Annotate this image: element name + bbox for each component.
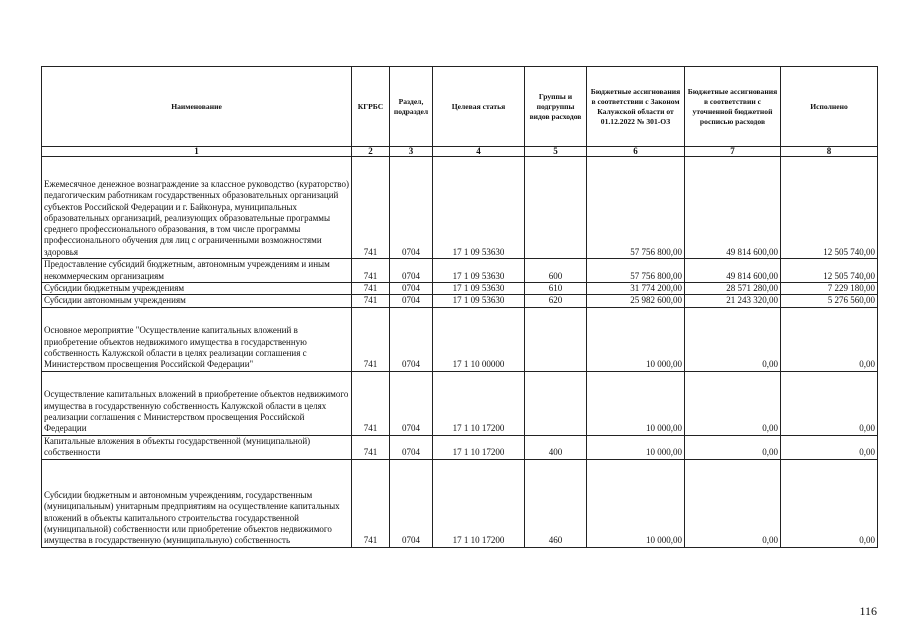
column-number: 1: [42, 147, 352, 157]
column-number: 4: [433, 147, 525, 157]
row-executed: 5 276 560,00: [781, 295, 878, 307]
row-law: 10 000,00: [587, 459, 685, 547]
row-group: 600: [525, 259, 587, 283]
column-number: 7: [685, 147, 781, 157]
table-row: [42, 157, 878, 259]
row-refined: 0,00: [685, 435, 781, 459]
header-group: Группы и подгруппы видов расходов: [525, 67, 587, 147]
row-section: 0704: [390, 371, 433, 435]
row-executed: 7 229 180,00: [781, 283, 878, 295]
row-executed: 12 505 740,00: [781, 259, 878, 283]
row-group: 460: [525, 459, 587, 547]
row-name: Субсидии бюджетным и автономным учреждениям, государственным (муниципальным) унитарным предприятиям на осуществление капитальных вложений в объекты капитального строительства государственной (муниципальной) собственности или приобретение объектов недвижимого имущества в государственную (муниципальную) собственность: [42, 459, 352, 547]
row-executed: 0,00: [781, 459, 878, 547]
row-kgrbs: 741: [352, 307, 390, 371]
row-kgrbs: 741: [352, 459, 390, 547]
row-refined: 0,00: [685, 459, 781, 547]
header-target: Целевая статья: [433, 67, 525, 147]
row-kgrbs: 741: [352, 259, 390, 283]
table-row: [42, 371, 878, 435]
row-section: 0704: [390, 459, 433, 547]
row-section: 0704: [390, 157, 433, 259]
column-number-row: [42, 147, 878, 157]
row-section: 0704: [390, 295, 433, 307]
header-kgrbs: КГРБС: [352, 67, 390, 147]
row-kgrbs: 741: [352, 435, 390, 459]
header-row: [42, 67, 878, 147]
row-executed: 0,00: [781, 307, 878, 371]
row-executed: 0,00: [781, 371, 878, 435]
row-law: 25 982 600,00: [587, 295, 685, 307]
budget-table-sheet: [41, 66, 877, 548]
table-row: [42, 307, 878, 371]
row-refined: 28 571 280,00: [685, 283, 781, 295]
budget-table: [41, 66, 878, 548]
table-row: [42, 259, 878, 283]
row-target: 17 1 10 00000: [433, 307, 525, 371]
row-target: 17 1 09 53630: [433, 283, 525, 295]
row-executed: 0,00: [781, 435, 878, 459]
column-number: 3: [390, 147, 433, 157]
row-refined: 0,00: [685, 371, 781, 435]
page-number: 116: [859, 604, 877, 618]
row-executed: 12 505 740,00: [781, 157, 878, 259]
header-refined: Бюджетные ассигнования в соответствии с уточненной бюджетной росписью расходов: [685, 67, 781, 147]
row-law: 31 774 200,00: [587, 283, 685, 295]
row-refined: 49 814 600,00: [685, 259, 781, 283]
column-number: 6: [587, 147, 685, 157]
row-name: Основное мероприятие "Осуществление капитальных вложений в приобретение объектов недвижимого имущества в государственную собственность Калужской области в целях реализации соглашения с Министерством просвещения Российской Федерации": [42, 307, 352, 371]
row-target: 17 1 10 17200: [433, 371, 525, 435]
row-law: 57 756 800,00: [587, 259, 685, 283]
row-name: Осуществление капитальных вложений в приобретение объектов недвижимого имущества в государственную собственность Калужской области в целях реализации соглашения с Министерством просвещения Российской Федерации: [42, 371, 352, 435]
table-row: [42, 295, 878, 307]
row-kgrbs: 741: [352, 283, 390, 295]
header-section: Раздел, подраздел: [390, 67, 433, 147]
row-section: 0704: [390, 283, 433, 295]
row-law: 57 756 800,00: [587, 157, 685, 259]
row-target: 17 1 09 53630: [433, 295, 525, 307]
row-group: 620: [525, 295, 587, 307]
row-name: Субсидии бюджетным учреждениям: [42, 283, 352, 295]
row-name: Субсидии автономным учреждениям: [42, 295, 352, 307]
row-group: 610: [525, 283, 587, 295]
row-name: Капитальные вложения в объекты государственной (муниципальной) собственности: [42, 435, 352, 459]
row-kgrbs: 741: [352, 157, 390, 259]
row-name: Предоставление субсидий бюджетным, автономным учреждениям и иным некоммерческим организациям: [42, 259, 352, 283]
row-law: 10 000,00: [587, 371, 685, 435]
table-row: [42, 435, 878, 459]
row-law: 10 000,00: [587, 435, 685, 459]
row-kgrbs: 741: [352, 371, 390, 435]
column-number: 5: [525, 147, 587, 157]
row-section: 0704: [390, 307, 433, 371]
table-row: [42, 283, 878, 295]
row-refined: 49 814 600,00: [685, 157, 781, 259]
header-executed: Исполнено: [781, 67, 878, 147]
row-target: 17 1 09 53630: [433, 157, 525, 259]
row-group: [525, 157, 587, 259]
row-target: 17 1 09 53630: [433, 259, 525, 283]
table-row: [42, 459, 878, 547]
row-group: [525, 307, 587, 371]
row-section: 0704: [390, 435, 433, 459]
row-kgrbs: 741: [352, 295, 390, 307]
row-target: 17 1 10 17200: [433, 459, 525, 547]
row-name: Ежемесячное денежное вознаграждение за классное руководство (кураторство) педагогическим работникам государственных образовательных организаций субъектов Российской Федерации и г. Байконура, муниципальных образовательных организаций, реализующих образовательные программы среднего профессионального образования, в том числе программы профессионального обучения для лиц с ограниченными возможностями здоровья: [42, 157, 352, 259]
header-name: Наименование: [42, 67, 352, 147]
row-section: 0704: [390, 259, 433, 283]
row-refined: 21 243 320,00: [685, 295, 781, 307]
row-target: 17 1 10 17200: [433, 435, 525, 459]
row-refined: 0,00: [685, 307, 781, 371]
row-group: [525, 371, 587, 435]
column-number: 2: [352, 147, 390, 157]
row-group: 400: [525, 435, 587, 459]
header-law: Бюджетные ассигнования в соответствии с Законом Калужской области от 01.12.2022 № 301-ОЗ: [587, 67, 685, 147]
column-number: 8: [781, 147, 878, 157]
row-law: 10 000,00: [587, 307, 685, 371]
